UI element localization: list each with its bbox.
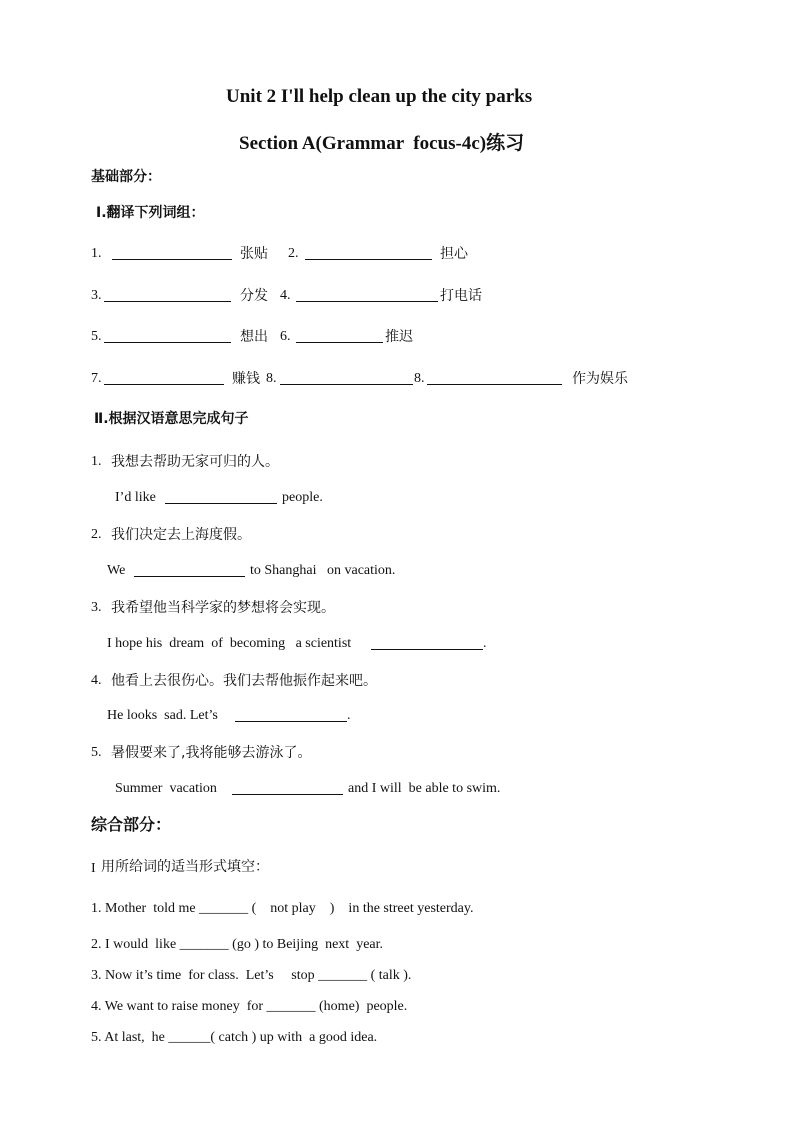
vocab-item-text: 担心	[440, 246, 468, 262]
basic-part-heading: 基础部分：	[91, 169, 161, 185]
answer-blank[interactable]	[305, 246, 432, 260]
sentence-chinese: 我希望他当科学家的梦想将会实现。	[111, 600, 335, 616]
sentence-chinese: 暑假要来了,我将能够去游泳了。	[111, 745, 312, 761]
sentence-english-end: and I will be able to swim.	[348, 781, 501, 796]
vocab-item-text: 张贴	[240, 246, 268, 262]
vocab-item-number: 7.	[91, 371, 102, 386]
answer-blank[interactable]	[427, 371, 562, 385]
answer-blank[interactable]	[235, 708, 347, 722]
fill-in-item: 4. We want to raise money for _______ (home) people.	[91, 999, 408, 1014]
fill-in-blank[interactable]: _______	[266, 999, 316, 1014]
section2-heading: Ⅱ.根据汉语意思完成句子	[94, 411, 249, 427]
sentence-number: 5.	[91, 745, 102, 760]
vocab-item-number: 6.	[280, 329, 291, 344]
answer-blank[interactable]	[112, 246, 232, 260]
sentence-number: 2.	[91, 527, 102, 542]
fill-in-item: 3. Now it’s time for class. Let’s stop _______ ( talk ).	[91, 968, 412, 983]
section1-heading: Ⅰ.翻译下列词组：	[96, 205, 205, 221]
fill-in-blank[interactable]: _______	[199, 901, 249, 916]
fill-in-blank[interactable]: _______	[179, 937, 229, 952]
sentence-number: 4.	[91, 673, 102, 688]
sentence-chinese: 他看上去很伤心。我们去帮他振作起来吧。	[111, 673, 377, 689]
sentence-english-end: to Shanghai on vacation.	[250, 563, 396, 578]
answer-blank[interactable]	[280, 371, 413, 385]
fill-in-item: 1. Mother told me _______ ( not play ) in the street yesterday.	[91, 901, 474, 916]
fill-in-blank[interactable]: ______	[168, 1030, 211, 1045]
vocab-item-text: 赚钱	[232, 371, 260, 387]
fill-in-blank[interactable]: _______	[318, 968, 368, 983]
sentence-number: 1.	[91, 454, 102, 469]
fill-in-item: 5. At last, he ______( catch ) up with a good idea.	[91, 1030, 378, 1045]
page-subtitle: Section A(Grammar focus-4c)练习	[239, 133, 525, 154]
vocab-item-text: 推迟	[385, 329, 413, 345]
sentence-chinese: 我们决定去上海度假。	[111, 527, 251, 543]
vocab-item-number: 3.	[91, 288, 102, 303]
vocab-item-number: 8.	[266, 371, 277, 386]
sentence-chinese: 我想去帮助无家可归的人。	[111, 454, 279, 470]
fill-in-heading: 用所给词的适当形式填空：	[101, 859, 269, 875]
answer-blank[interactable]	[296, 329, 383, 343]
sentence-english-start: We	[107, 563, 126, 578]
page-title: Unit 2 I'll help clean up the city parks	[226, 86, 533, 107]
vocab-item-text: 想出	[240, 329, 268, 345]
sentence-english-start: He looks sad. Let’s	[107, 708, 218, 723]
section-number: I	[91, 861, 96, 876]
vocab-item-text: 分发	[240, 288, 268, 304]
sentence-english-start: Summer vacation	[115, 781, 217, 796]
answer-blank[interactable]	[165, 490, 277, 504]
vocab-item-number: 1.	[91, 246, 102, 261]
vocab-item-number: 4.	[280, 288, 291, 303]
sentence-number: 3.	[91, 600, 102, 615]
sentence-english-end: .	[483, 636, 487, 651]
vocab-item-text: 打电话	[440, 288, 482, 304]
vocab-item-number: 8.	[414, 371, 425, 386]
answer-blank[interactable]	[104, 329, 231, 343]
comprehensive-part-heading: 综合部分：	[91, 815, 172, 834]
answer-blank[interactable]	[104, 288, 231, 302]
answer-blank[interactable]	[104, 371, 224, 385]
fill-in-item: 2. I would like _______ (go ) to Beijing next year.	[91, 937, 384, 952]
sentence-english-end: people.	[282, 490, 323, 505]
sentence-english-start: I’d like	[115, 490, 156, 505]
answer-blank[interactable]	[296, 288, 438, 302]
answer-blank[interactable]	[134, 563, 245, 577]
vocab-item-text: 作为娱乐	[572, 371, 628, 387]
vocab-item-number: 2.	[288, 246, 299, 261]
answer-blank[interactable]	[232, 781, 343, 795]
sentence-english-start: I hope his dream of becoming a scientist	[107, 636, 352, 651]
answer-blank[interactable]	[371, 636, 483, 650]
vocab-item-number: 5.	[91, 329, 102, 344]
sentence-english-end: .	[347, 708, 351, 723]
